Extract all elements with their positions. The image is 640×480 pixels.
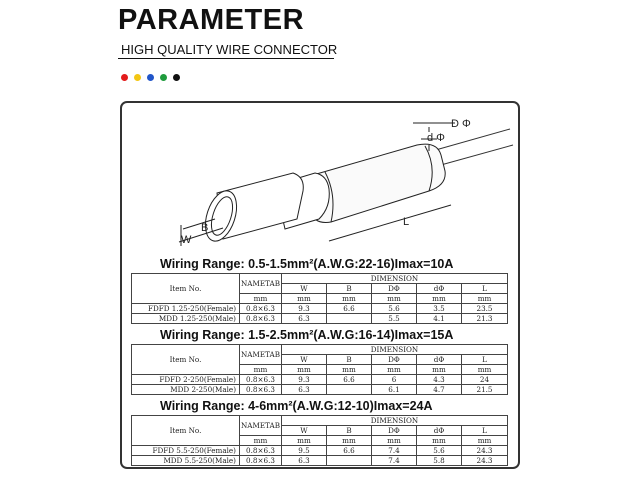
table-row [132,304,508,314]
nametab-cell: 0.8×6.3 [240,314,282,324]
b-cell: 6.6 [327,375,372,385]
l-cell: 24.3 [462,456,508,466]
table-row [132,446,508,456]
model-cell: FDFD 5.5-250(Female) [132,446,240,456]
model-cell: MDD 2-250(Male) [132,385,240,395]
D-cell: 5.5 [372,314,417,324]
header-b: B [327,355,372,365]
D-cell: 6.1 [372,385,417,395]
model-cell: FDFD 2-250(Female) [132,375,240,385]
header-l: L [462,284,508,294]
header-dimension: DIMENSION [282,416,508,426]
green-dot [160,74,167,81]
nametab-cell: 0.8×6.3 [240,446,282,456]
unit-cell: mm [282,294,327,304]
w-cell: 9.3 [282,375,327,385]
header-item-no: Item No. [132,345,240,375]
label-B: B [201,222,209,234]
nametab-cell: 0.8×6.3 [240,385,282,395]
header-item-no: Item No. [132,274,240,304]
unit-cell: mm [327,365,372,375]
table-row [132,385,508,395]
black-dot [173,74,180,81]
d-cell: 4.3 [417,375,462,385]
model-cell: MDD 1.25-250(Male) [132,314,240,324]
wiring-range-1: Wiring Range: 0.5-1.5mm²(A.W.G:22-16)Imax=10A [160,257,454,271]
D-cell: 5.6 [372,304,417,314]
header-dimension: DIMENSION [282,345,508,355]
header-w: W [282,426,327,436]
spec-table-3 [131,415,508,466]
unit-cell: mm [462,436,508,446]
yellow-dot [134,74,141,81]
connector-diagram [125,105,515,255]
d-cell: 4.7 [417,385,462,395]
header-item-no: Item No. [132,416,240,446]
unit-cell: mm [282,436,327,446]
b-cell [327,314,372,324]
header-d: dΦ [417,284,462,294]
w-cell: 9.3 [282,304,327,314]
b-cell: 6.6 [327,446,372,456]
page-subtitle: HIGH QUALITY WIRE CONNECTOR [121,42,338,57]
nametab-cell: 0.8×6.3 [240,304,282,314]
unit-cell: mm [372,294,417,304]
w-cell: 6.3 [282,456,327,466]
header-d: dΦ [417,355,462,365]
blue-dot [147,74,154,81]
model-cell: FDFD 1.25-250(Female) [132,304,240,314]
D-cell: 7.4 [372,446,417,456]
header-d: dΦ [417,426,462,436]
header-D: DΦ [372,355,417,365]
b-cell: 6.6 [327,304,372,314]
l-cell: 21.3 [462,314,508,324]
unit-cell: mm [240,436,282,446]
l-cell: 23.5 [462,304,508,314]
unit-cell: mm [327,436,372,446]
D-cell: 7.4 [372,456,417,466]
wiring-range-3: Wiring Range: 4-6mm²(A.W.G:12-10)Imax=24A [160,399,433,413]
l-cell: 24 [462,375,508,385]
l-cell: 21.5 [462,385,508,395]
model-cell: MDD 5.5-250(Male) [132,456,240,466]
unit-cell: mm [417,294,462,304]
nametab-cell: 0.8×6.3 [240,375,282,385]
w-cell: 6.3 [282,385,327,395]
D-cell: 6 [372,375,417,385]
header-dimension: DIMENSION [282,274,508,284]
w-cell: 6.3 [282,314,327,324]
red-dot [121,74,128,81]
d-cell: 3.5 [417,304,462,314]
w-cell: 9.5 [282,446,327,456]
unit-cell: mm [462,294,508,304]
header-w: W [282,355,327,365]
header-l: L [462,355,508,365]
subtitle-underline [118,58,334,59]
d-cell: 5.8 [417,456,462,466]
page-title: PARAMETER [118,4,305,36]
header-b: B [327,284,372,294]
table-row [132,375,508,385]
unit-cell: mm [372,365,417,375]
unit-cell: mm [372,436,417,446]
d-cell: 5.6 [417,446,462,456]
table-row [132,456,508,466]
d-cell: 4.1 [417,314,462,324]
l-cell: 24.3 [462,446,508,456]
unit-cell: mm [240,294,282,304]
unit-cell: mm [417,365,462,375]
header-nametab: NAMETAB [240,416,282,436]
header-D: DΦ [372,284,417,294]
label-W: W [181,234,192,246]
unit-cell: mm [327,294,372,304]
unit-cell: mm [417,436,462,446]
header-w: W [282,284,327,294]
table-row [132,314,508,324]
header-D: DΦ [372,426,417,436]
header-nametab: NAMETAB [240,274,282,294]
unit-cell: mm [282,365,327,375]
label-D-phi: D Φ [451,118,471,130]
label-d-phi: d Φ [427,132,445,144]
header-nametab: NAMETAB [240,345,282,365]
unit-cell: mm [240,365,282,375]
nametab-cell: 0.8×6.3 [240,456,282,466]
wiring-range-2: Wiring Range: 1.5-2.5mm²(A.W.G:16-14)Imax=15A [160,328,454,342]
spec-table-1 [131,273,508,324]
header-l: L [462,426,508,436]
label-L: L [403,216,410,228]
unit-cell: mm [462,365,508,375]
b-cell [327,385,372,395]
color-dots [121,74,180,81]
header-b: B [327,426,372,436]
b-cell [327,456,372,466]
spec-table-2 [131,344,508,395]
